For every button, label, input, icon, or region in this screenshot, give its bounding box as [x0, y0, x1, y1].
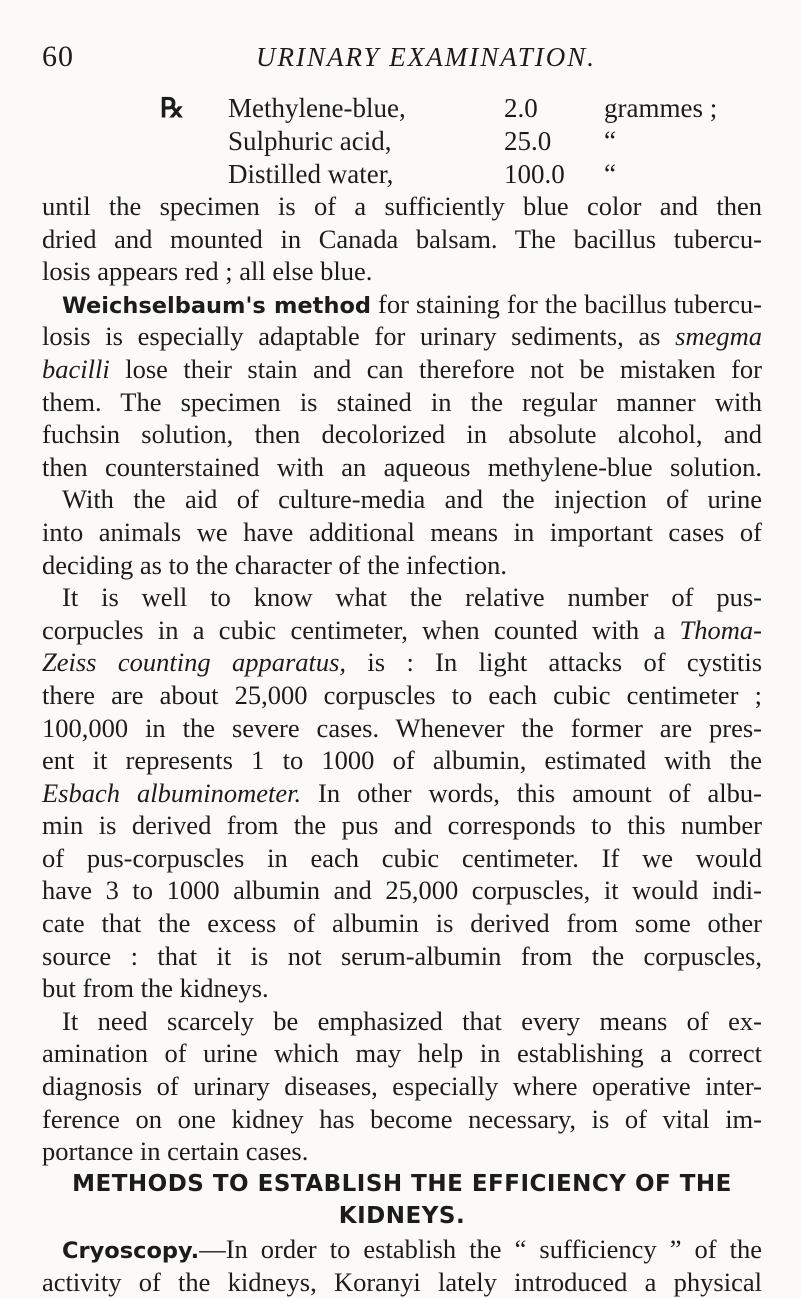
text-line: have 3 to 1000 albumin and 25,000 corpuscles, it would indi- — [42, 875, 762, 906]
text-line: them. The specimen is stained in the regular manner with — [42, 386, 762, 417]
text-line: min is derived from the pus and corresponds to this number — [42, 810, 762, 841]
text-line: there are about 25,000 corpuscles to each cubic centimeter ; — [42, 679, 762, 710]
text-line: activity of the kidneys, Koranyi lately introduced a physical — [42, 1266, 762, 1297]
text-line: Cryoscopy.—In order to establish the “ sufficiency ” of the — [62, 1234, 762, 1264]
text-line: then counterstained with an aqueous methylene-blue solution. — [42, 451, 762, 482]
body-text — [42, 190, 762, 1298]
text-line: ference on one kidney has become necessary, is of vital im- — [42, 1103, 762, 1134]
text-line: With the aid of culture-media and the injection of urine — [62, 484, 762, 515]
quantity: 100.0 — [504, 159, 565, 189]
text-line: Zeiss counting apparatus, is : In light attacks of cystitis — [42, 647, 763, 678]
prescription — [158, 93, 718, 192]
text-line: 100,000 in the severe cases. Whenever the former are pres- — [42, 712, 762, 743]
unit: grammes ; — [604, 93, 718, 123]
unit: “ — [604, 126, 616, 156]
page-number: 60 — [42, 40, 74, 73]
ingredient: Sulphuric acid, — [228, 126, 392, 156]
prescription-row — [158, 159, 718, 192]
text-line: deciding as to the character of the infection. — [42, 549, 508, 580]
prescription-row — [158, 126, 718, 159]
text-line: losis is especially adaptable for urinary sediments, as smegma — [42, 321, 762, 352]
text-line: It need scarcely be emphasized that every means of ex- — [62, 1005, 762, 1036]
method-term: Cryoscopy. — [62, 1238, 200, 1264]
italic-term: Esbach albuminometer. — [42, 777, 302, 808]
text-line: dried and mounted in Canada balsam. The bacillus tubercu- — [42, 223, 762, 254]
ingredient: Methylene-blue, — [228, 93, 406, 123]
text-line: ent it represents 1 to 1000 of albumin, estimated with the — [42, 745, 762, 776]
recipe-symbol: ℞ — [160, 93, 185, 123]
text-line: fuchsin solution, then decolorized in absolute alcohol, and — [42, 419, 762, 450]
text-line: cate that the excess of albumin is derived from some other — [42, 908, 762, 939]
unit: “ — [604, 159, 616, 189]
page-header — [0, 40, 801, 80]
text-line: diagnosis of urinary diseases, especially where operative inter- — [42, 1071, 762, 1102]
text-line: It is well to know what the relative number of pus- — [62, 582, 762, 613]
italic-term: Zeiss counting apparatus, — [42, 647, 347, 678]
section-heading: METHODS TO ESTABLISH THE EFFICIENCY OF THE — [72, 1170, 732, 1197]
quantity: 2.0 — [504, 93, 538, 123]
text-line: of pus-corpuscles in each cubic centimeter. If we would — [42, 842, 762, 873]
text-line: bacilli lose their stain and can therefore not be mistaken for — [42, 353, 762, 384]
ingredient: Distilled water, — [228, 159, 394, 189]
italic-term: smegma — [675, 321, 762, 352]
quantity: 25.0 — [504, 126, 552, 156]
method-term: Weichselbaum's method — [62, 292, 372, 319]
text-line: until the specimen is of a sufficiently blue color and then — [42, 191, 762, 221]
text-line: source : that it is not serum-albumin from the corpuscles, — [42, 940, 762, 971]
running-head: URINARY EXAMINATION. — [256, 42, 596, 72]
text-line: amination of urine which may help in establishing a correct — [42, 1038, 762, 1069]
text-line: into animals we have additional means in important cases of — [42, 516, 762, 547]
italic-term: Thoma- — [679, 614, 762, 645]
section-heading: KIDNEYS. — [338, 1203, 466, 1230]
italic-term: bacilli — [42, 353, 110, 384]
text-line: losis appears red ; all else blue. — [42, 256, 373, 287]
text-line: Esbach albuminometer. In other words, this amount of albu- — [42, 777, 762, 808]
text-line: corpucles in a cubic centimeter, when counted with a Thoma- — [42, 614, 762, 645]
text-line: Weichselbaum's method for staining for the bacillus tubercu- — [62, 288, 763, 319]
prescription-row — [158, 93, 718, 126]
text-line: portance in certain cases. — [42, 1136, 309, 1167]
text-line: but from the kidneys. — [42, 973, 269, 1004]
